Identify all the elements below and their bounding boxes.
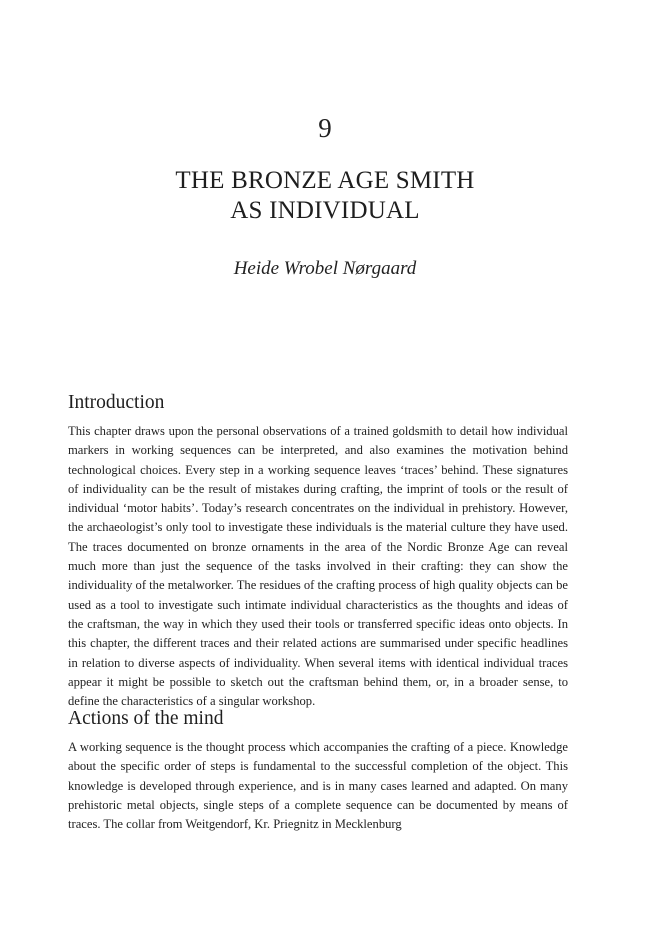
chapter-title-line-2: AS INDIVIDUAL [230, 197, 420, 224]
section-paragraph: A working sequence is the thought process which accompanies the crafting of a piece. Knowledge about the specific order of steps is fundamental to the successful completion of the object. This knowledge is developed through experience, and is in many cases learned and adapted. On many prehistoric metal objects, single steps of a complete sequence can be documented by means of traces. The collar from Weitgendorf, Kr. Priegnitz in Mecklenburg [68, 740, 568, 832]
section-actions-of-the-mind [68, 707, 568, 834]
chapter-title [0, 166, 650, 226]
chapter-number: 9 [318, 113, 332, 143]
section-paragraph: This chapter draws upon the personal observations of a trained goldsmith to detail how individual markers in working sequences can be interpreted, and also examines the motivation behind technological choices. Every step in a working sequence leaves ‘traces’ behind. These signatures of individuality can be the result of mistakes during crafting, the imprint of tools or the result of individual ‘motor habits’. Today’s research concentrates on the individual in prehistory. However, the archaeologist’s only tool to investigate these individuals is the material culture they have used. The traces documented on bronze ornaments in the area of the Nordic Bronze Age can reveal much more than just the sequence of the tasks involved in their crafting: they can show the individuality of the metalworker. The residues of the crafting process of high quality objects can be used as a tool to investigate such intimate individual characteristics as the thoughts and ideas of the craftsman, the way in which they used their tools or transferred specific ideas onto objects. In this chapter, the different traces and their related actions are summarised under specific headlines in relation to diverse aspects of individuality. When several items with identical individual traces appear it might be possible to sketch out the craftsman behind them, or, in a broader sense, to define the characteristics of a singular workshop. [68, 424, 568, 709]
chapter-title-line-1: THE BRONZE AGE SMITH [175, 167, 475, 194]
chapter-author: Heide Wrobel Nørgaard [233, 258, 417, 279]
section-heading: Actions of the mind [68, 708, 224, 729]
section-introduction [68, 391, 568, 711]
section-heading: Introduction [68, 392, 165, 413]
